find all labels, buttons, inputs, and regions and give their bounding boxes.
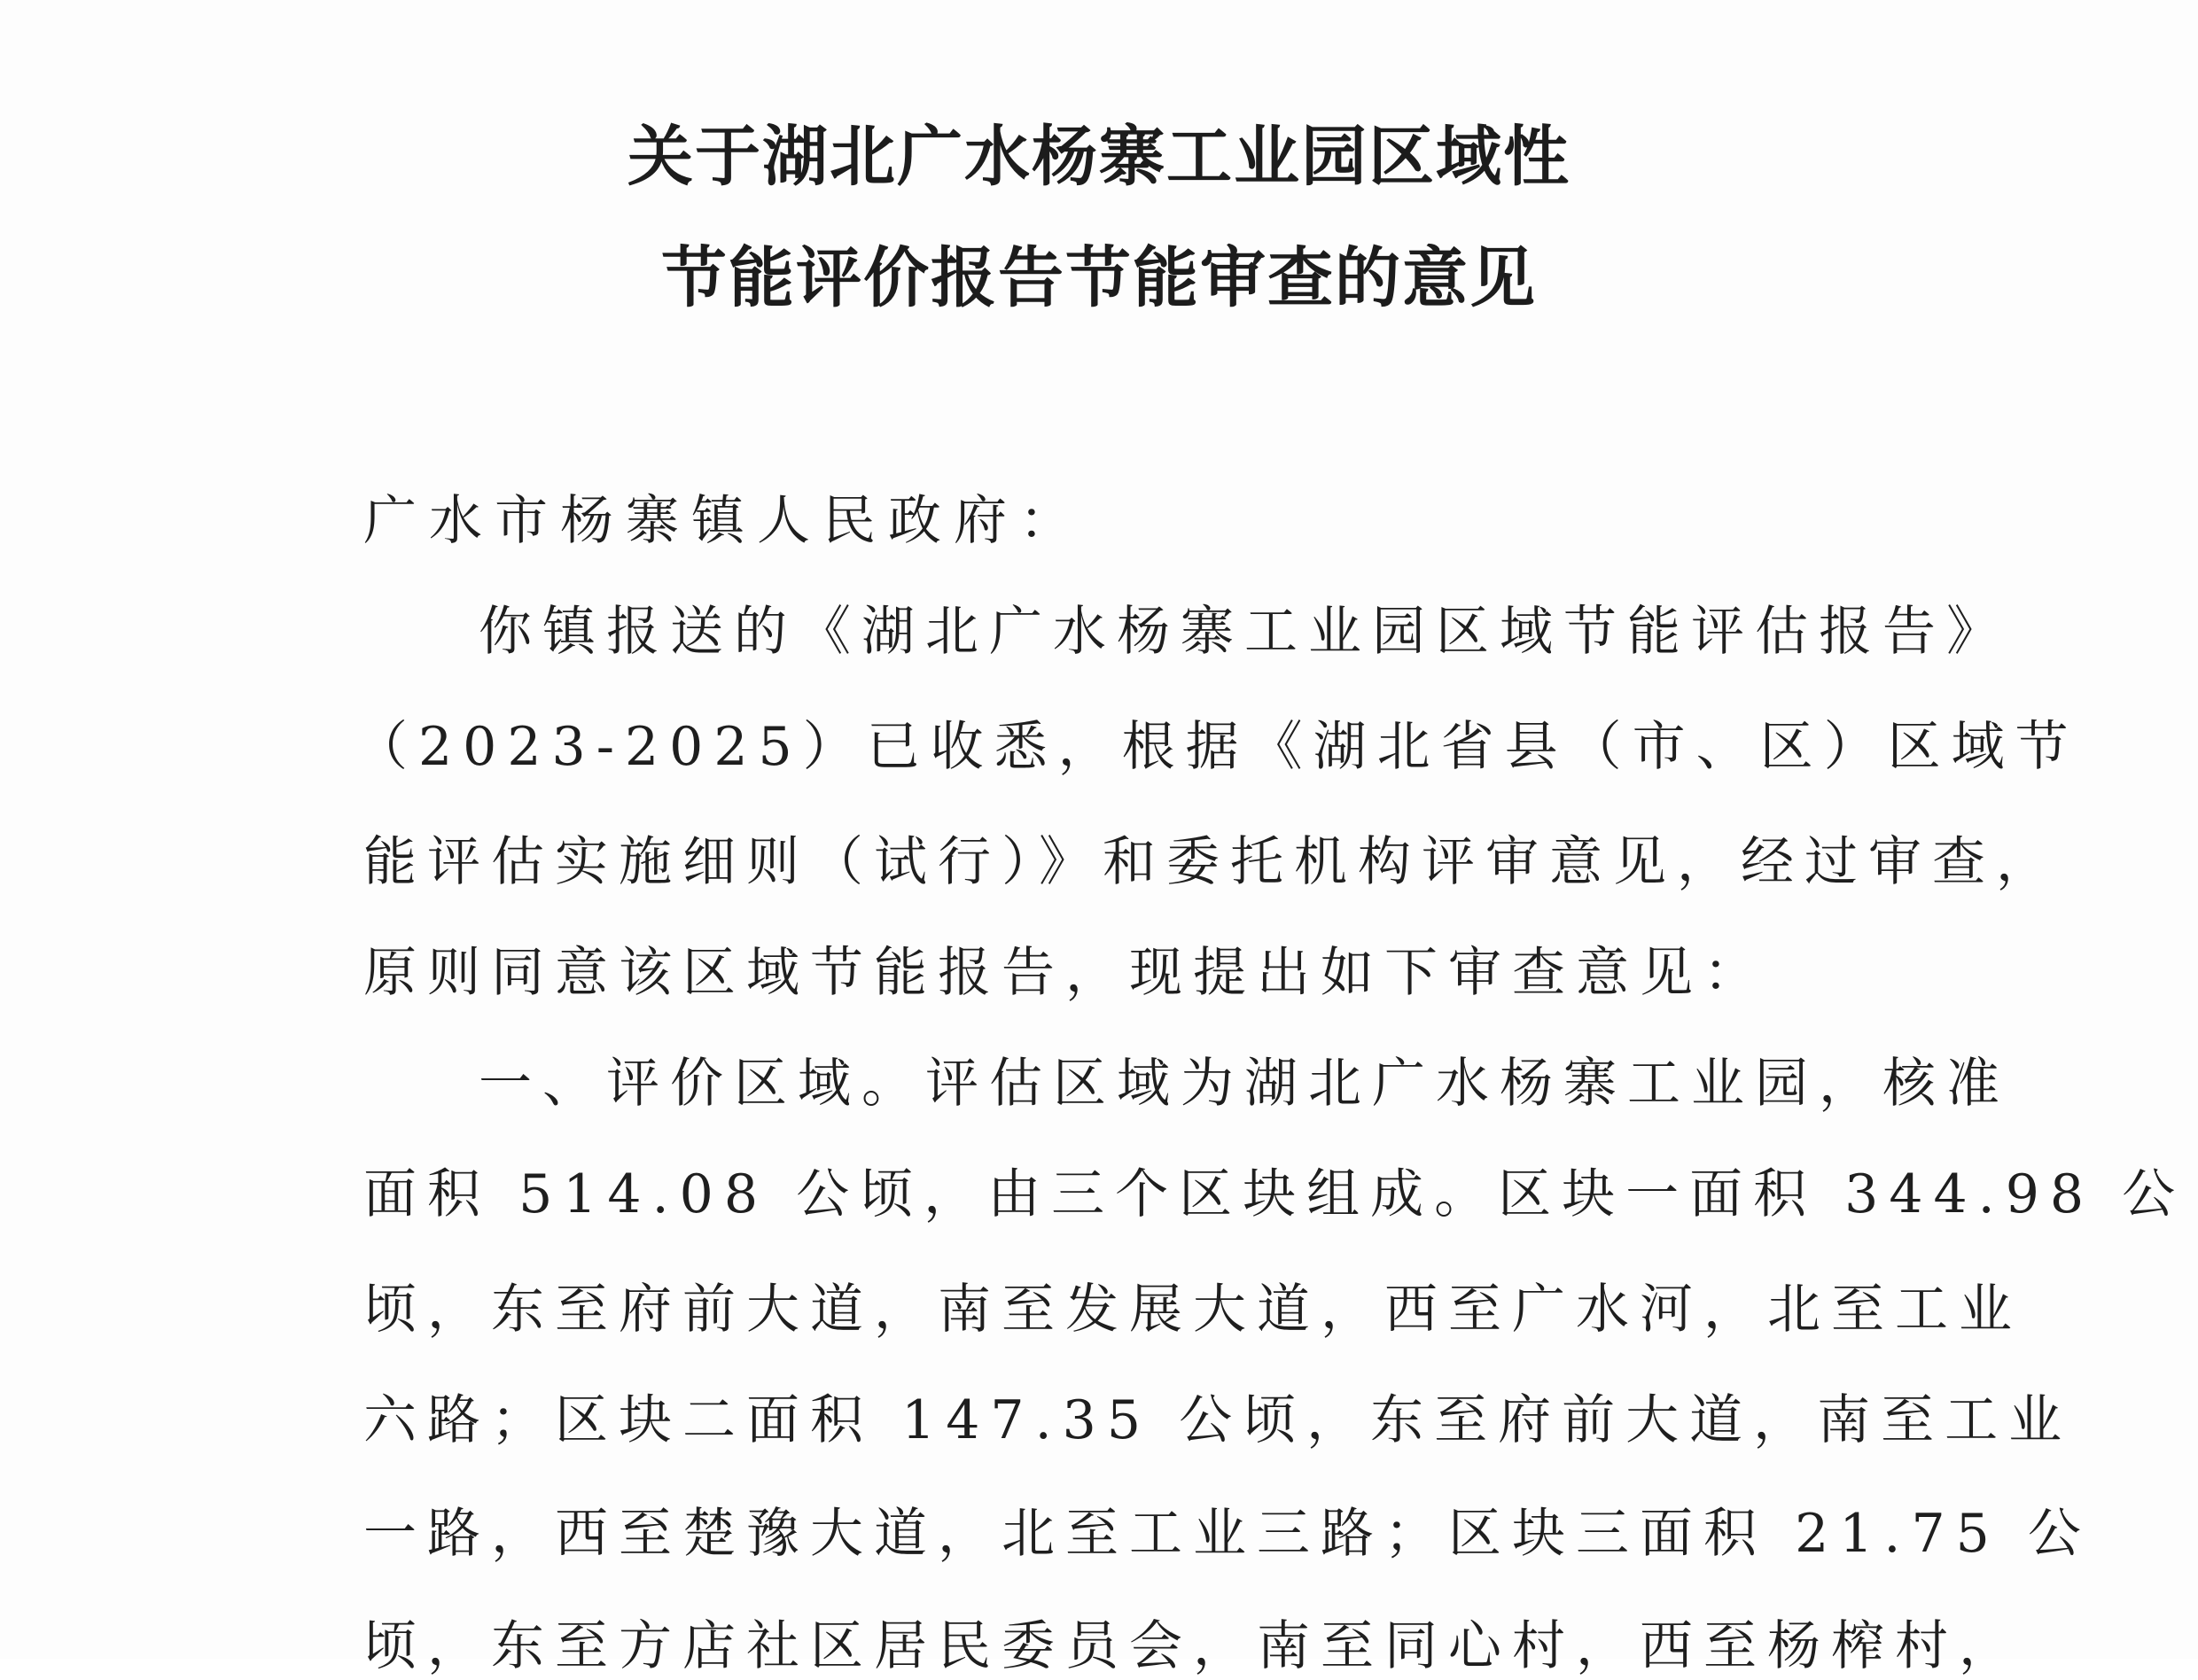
paragraph-2-line-1: 一、评价区域。评估区域为湖北广水杨寨工业园，核准: [479, 1053, 2010, 1115]
paragraph-2-line-2: 面积 514.08 公顷，由三个区块组成。区块一面积 344.98 公: [363, 1163, 2186, 1225]
salutation: 广水市杨寨镇人民政府：: [363, 490, 1085, 552]
paragraph-2-line-6: 顷，东至方店社区居民委员会，南至同心村，西至杨榨村，: [363, 1615, 2023, 1677]
document-title-line-1: 关于湖北广水杨寨工业园区域性: [627, 119, 1571, 195]
paragraph-2-line-4: 六路；区块二面积 147.35 公顷，东至府前大道，南至工业: [363, 1389, 2073, 1451]
paragraph-2-line-5: 一路，西至楚豫大道，北至工业三路；区块三面积 21.75 公: [363, 1503, 2092, 1565]
document-title-line-2: 节能评价报告节能审查的意见: [661, 240, 1537, 316]
paragraph-1-line-1: 你镇报送的《湖北广水杨寨工业园区域节能评估报告》: [479, 601, 2010, 663]
paragraph-2-line-3: 顷，东至府前大道，南至发展大道，西至广水河，北至工业: [363, 1279, 2023, 1341]
paragraph-1-line-2: （2023-2025）已收悉，根据《湖北省县（市、区）区域节: [355, 716, 2079, 778]
paragraph-1-line-4: 原则同意该区域节能报告，现提出如下审查意见：: [363, 942, 1767, 1004]
paragraph-1-line-3: 能评估实施细则（试行）》和委托机构评审意见，经过审查，: [363, 831, 2060, 893]
